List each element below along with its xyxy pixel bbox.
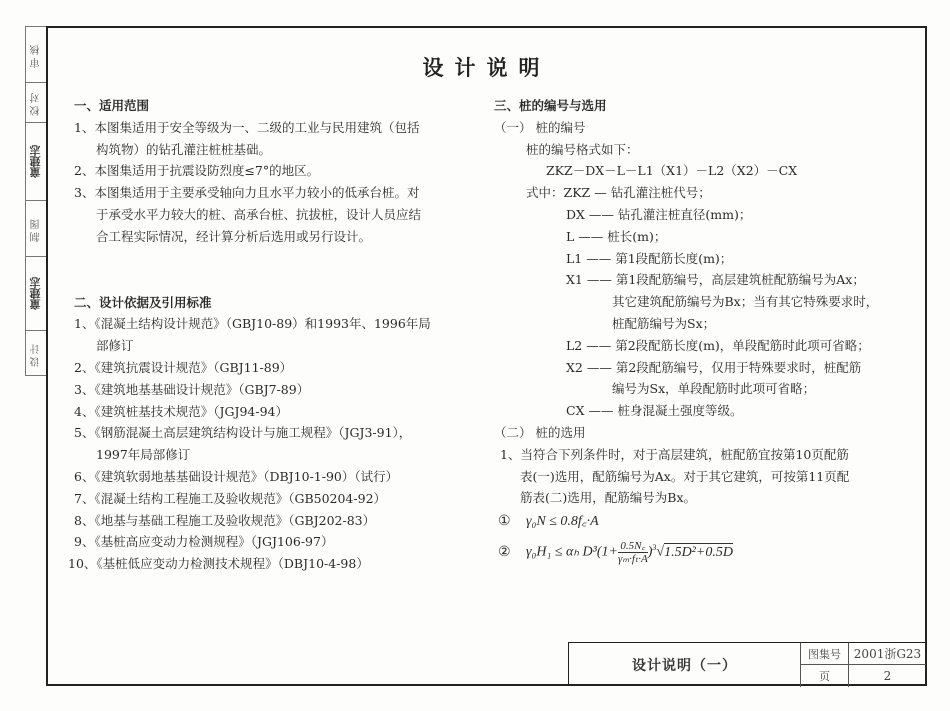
def-row: CX —— 桩身混凝土强度等级。 [566,403,743,419]
format-string: ZKZ－DX－L－L1（X1）－L2（X2）－CX [546,163,798,179]
strip-label: 制图 [30,215,42,242]
list-item-cont: 1997年局部修订 [96,447,191,463]
strip-label: 校对 [30,89,42,116]
condition-2: ② γ₀H₁ ≤ αₕ D³(1+ $\frac{0.5N꜀}{\text{γₘ·fₜ·A}}$ )$^3$√1.5D²+0.5D [498,539,733,565]
strip-cell-drafter [26,201,46,257]
section-heading: 三、桩的编号与选用 [494,98,607,113]
def-row: 式中：ZKZ — 钻孔灌注桩代号； [526,185,711,201]
format-intro: 桩的编号格式如下： [526,141,639,157]
section-heading: 一、适用范围 [74,98,150,113]
list-item-cont: 合工程实际情况，经计算分析后选用或另行设计。 [96,228,372,244]
def-row: L2 —— 第2段配筋长度(m)，单段配筋时此项可省略； [566,337,870,353]
strip-cell-reviewer [26,27,46,83]
strip-cell-signature [26,123,46,201]
list-item: 6、《建筑软弱地基基础设计规范》（DBJ10-1-90）（试行） [74,468,399,484]
list-item-cont: 部修订 [96,338,134,354]
list-item: 1、本图集适用于安全等级为一、二级的工业与民用建筑（包括 [74,119,420,135]
list-item-cont: 表(一)选用，配筋编号为Ax。对于其它建筑，可按第11页配 [520,468,850,484]
page-number: 2 [883,669,892,683]
condition-1: ① γ₀N ≤ 0.8f꜀·A [498,514,599,530]
strip-label: 审核 [30,41,42,68]
fraction: $\frac{0.5N꜀}{\text{γₘ·fₜ·A}}$ [617,539,648,565]
def-row: L1 —— 第1段配筋长度(m)； [566,250,733,266]
def-row: X2 —— 第2段配筋编号，仅用于特殊要求时，桩配筋 [566,359,862,375]
list-item-cont: 筋表(二)选用，配筋编号为Bx。 [520,490,696,506]
strip-cell-signature [26,257,46,331]
atlas-number-value: 2001浙G23 [849,643,926,665]
def-row: L —— 桩长(m)； [566,228,667,244]
list-item: 2、《建筑抗震设计规范》（GBJ11-89） [74,359,293,375]
list-item: 3、本图集适用于主要承受轴向力且水平力较小的低承台桩。对 [74,185,420,201]
list-item: 8、《地基与基础工程施工及验收规范》（GBJ202-83） [74,512,376,528]
list-item: 5、《钢筋混凝土高层建筑结构设计与施工规程》（JGJ3-91）， [74,425,412,441]
strip-cell-checker [26,83,46,123]
title-block [568,642,927,686]
atlas-number-label: 图集号 [801,643,849,665]
list-item-cont: 构筑物）的钻孔灌注桩桩基础。 [96,141,272,157]
strip-label: 设计 [30,341,42,367]
def-row-cont: 编号为Sx，单段配筋时此项可省略； [612,381,816,397]
list-item: 3、《建筑地基基础设计规范》（GBJ7-89） [74,381,310,397]
left-column [68,95,494,575]
list-item: 10、《基桩低应变动力检测技术规程》（DBJ10-4-98） [68,556,369,572]
list-item: 7、《混凝土结构工程施工及验收规范》（GB50204-92） [74,490,387,506]
def-row: DX —— 钻孔灌注桩直径(mm)； [566,206,752,222]
list-item: 4、《建筑桩基技术规范》（JGJ94-94） [74,403,288,419]
list-item: 9、《基桩高应变动力检测规程》（JGJ106-97） [74,534,334,550]
list-item: 1、《混凝土结构设计规范》（GBJ10-89）和1993年、1996年局 [74,316,431,332]
subsection-heading: （一） 桩的编号 [494,119,586,135]
subsection-heading: （二） 桩的选用 [494,424,586,440]
section-heading: 二、设计依据及引用标准 [74,294,212,310]
page-label: 页 [801,665,849,687]
strip-signature: 童建志 [29,277,42,310]
strip-signature: 童建志 [29,145,42,178]
signature-strip [25,26,46,376]
list-item-cont: 于承受水平力较大的桩、高承台桩、抗拔桩，设计人员应结 [96,206,422,222]
right-column [494,95,924,565]
def-row-cont: 桩配筋编号为Sx； [612,315,716,331]
def-row-cont: 其它建筑配筋编号为Bx；当有其它特殊要求时， [612,294,879,310]
list-item: 2、本图集适用于抗震设防烈度≤7°的地区。 [74,163,320,179]
strip-cell-designer [26,331,46,377]
drawing-frame [46,26,927,686]
list-item: 1、当符合下列条件时，对于高层建筑，桩配筋宜按第10页配筋 [500,446,849,462]
def-row: X1 —— 第1段配筋编号，高层建筑桩配筋编号为Ax； [566,272,865,288]
page-title: 设计说明 [422,56,551,80]
drawing-name: 设计说明（一） [569,643,801,687]
